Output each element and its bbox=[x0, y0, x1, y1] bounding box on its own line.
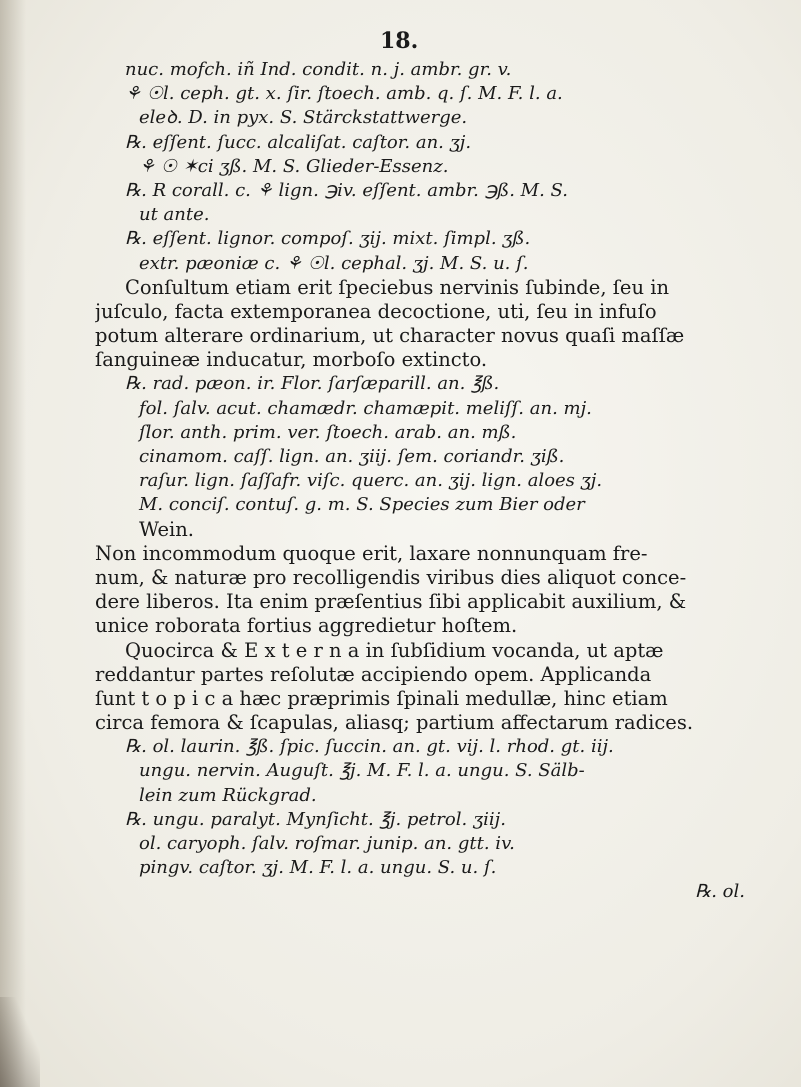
text-line-33: ol. caryoph. ſalv. roſmar. junip. an. gtt. iv. bbox=[139, 833, 515, 854]
text-line-10: Conſultum etiam erit ſpeciebus nervinis ſubinde, ſeu in bbox=[125, 275, 670, 299]
text-line-17: cinamom. caſſ. lign. an. ʒiij. ſem. coriandr. ʒiß. bbox=[139, 446, 565, 467]
text-line-13: ſanguineæ inducatur, morboſo extincto. bbox=[95, 348, 488, 372]
text-line-2: ⚘ ☉l. ceph. gt. x. ſir. ſtoech. amb. q. ſ. M. F. l. a. bbox=[125, 83, 563, 105]
text-line-15: fol. ſalv. acut. chamædr. chamæpit. meliſſ. an. mj. bbox=[139, 397, 592, 419]
text-line-7: ut ante. bbox=[139, 204, 210, 226]
text-line-31: lein zum Rückgrad. bbox=[139, 784, 317, 806]
gutter-shadow bbox=[0, 0, 26, 1087]
text-line-24: unice roborata fortius aggredietur hoſtem. bbox=[95, 614, 518, 638]
text-line-27: ſunt t o p i c a hæc præprimis ſpinali medullæ, hinc etiam bbox=[95, 686, 668, 710]
text-line-16: ſlor. anth. prim. ver. ſtoech. arab. an. mß. bbox=[139, 421, 517, 443]
text-line-18: raſur. lign. ſaſſafr. viſc. querc. an. ʒij. lign. aloes ʒj. bbox=[139, 470, 603, 492]
text-line-1: nuc. mofch. iñ Ind. condit. n. j. ambr. gr. v. bbox=[125, 59, 512, 80]
text-line-9: extr. pæoniæ c. ⚘ ☉l. cephal. ʒj. M. S. u. ſ. bbox=[139, 252, 529, 274]
text-line-23: dere liberos. Ita enim præſentius ſibi applicabit auxilium, & bbox=[95, 590, 687, 614]
text-line-21: Non incommodum quoque erit, laxare nonnunquam fre- bbox=[95, 541, 648, 565]
text-line-8: ℞. eſſent. lignor. compoſ. ʒij. mixt. ſimpl. ʒß. bbox=[125, 228, 531, 250]
text-line-5: ⚘ ☉ ✶ci ʒß. M. S. Glieder-Essenz. bbox=[139, 155, 449, 177]
text-line-6: ℞. R corall. c. ⚘ lign. ℈iv. eſſent. ambr. ℈ß. M. S. bbox=[125, 179, 568, 201]
text-line-34: pingv. caſtor. ʒj. M. F. l. a. ungu. S. u. ſ. bbox=[139, 857, 497, 879]
text-line-4: ℞. eſſent. ſucc. alcaliſat. caſtor. an. ʒj. bbox=[125, 131, 472, 153]
page-corner-shadow bbox=[0, 997, 40, 1087]
text-line-3: eleꝺ. D. in pyx. S. Stärckstattwerge. bbox=[139, 107, 468, 129]
text-line-11: juſculo, facta extemporanea decoctione, uti, ſeu in infuſo bbox=[95, 299, 657, 323]
text-line-14: ℞. rad. pæon. ir. Flor. ſarſæparill. an. ℥ß. bbox=[125, 373, 500, 395]
text-line-28: circa femora & ſcapulas, aliasq; partium affectarum radices. bbox=[95, 711, 694, 735]
text-line-32: ℞. ungu. paralyt. Mynſicht. ℥j. petrol. ʒiij. bbox=[125, 808, 506, 830]
page-number: 18. bbox=[380, 28, 419, 54]
text-line-29: ℞. ol. laurin. ℥ß. ſpic. ſuccin. an. gt. vij. l. rhod. gt. iij. bbox=[125, 736, 614, 758]
catchword: ℞. ol. bbox=[695, 881, 745, 903]
text-line-25: Quocirca & E x t e r n a in ſubſidium vocanda, ut aptæ bbox=[125, 638, 664, 662]
text-line-12: potum alterare ordinarium, ut character novus quaſi maſſæ bbox=[95, 324, 685, 348]
text-line-19: M. conciſ. contuſ. g. m. S. Species zum Bier oder bbox=[139, 494, 585, 516]
text-line-26: reddantur partes reſolutæ accipiendo opem. Applicanda bbox=[95, 662, 652, 686]
text-line-20: Wein. bbox=[139, 517, 194, 541]
text-line-22: num, & naturæ pro recolligendis viribus dies aliquot conce- bbox=[95, 565, 687, 589]
text-line-30: ungu. nervin. Auguſt. ℥j. M. F. l. a. ungu. S. Sälb- bbox=[139, 760, 585, 782]
page-text bbox=[95, 58, 785, 905]
